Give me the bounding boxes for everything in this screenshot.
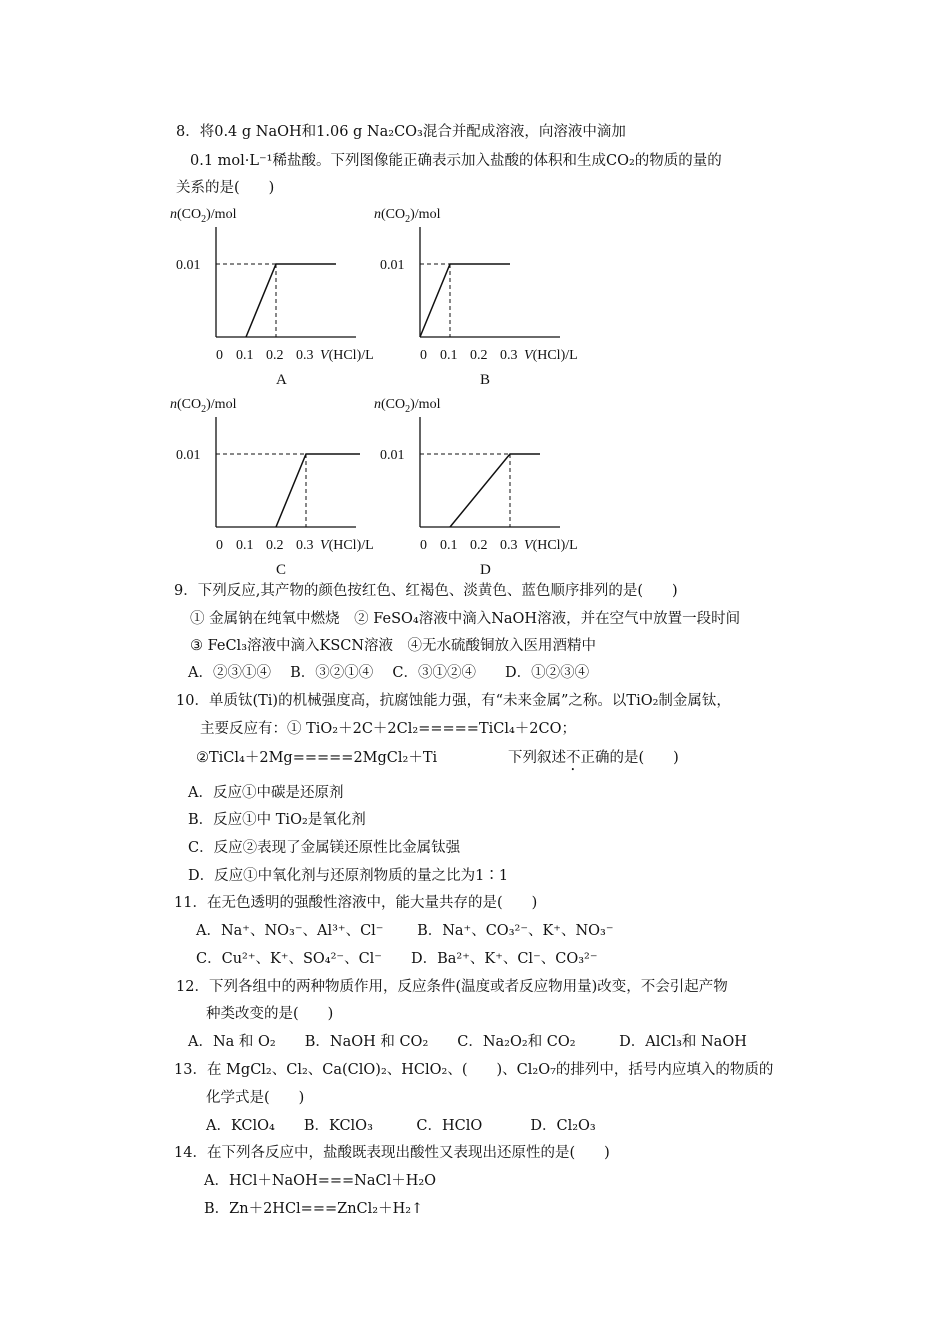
q10-option-d: D．反应①中氧化剂与还原剂物质的量之比为1∶1 <box>188 868 509 884</box>
q9-statement-1: ① 金属钠在纯氧中燃烧 ② FeSO₄溶液中滴入NaOH溶液，并在空气中放置一段时间 <box>190 611 741 627</box>
x-tick-label-d: 0.3 <box>500 538 518 553</box>
x-tick-label-a: 0.3 <box>296 348 314 363</box>
x-tick-label-b: 0.2 <box>470 348 488 363</box>
q13-options: A．KClO₄ B．KClO₃ C．HClO D．Cl₂O₃ <box>206 1118 596 1134</box>
q9-options: A．②③①④ B．③②①④ C．③①②④ D．①②③④ <box>188 665 590 681</box>
x-axis-label-c: V(HCl)/L <box>320 538 374 553</box>
x-tick-label-a: 0 <box>216 348 223 363</box>
chart-label-b: B <box>480 372 491 388</box>
x-tick-label-c: 0.3 <box>296 538 314 553</box>
q10-question-emphasis: 不 <box>566 750 581 766</box>
q10-option-c: C．反应②表现了金属镁还原性比金属钛强 <box>188 840 461 856</box>
q12-stem-2: 种类改变的是( ) <box>206 1006 334 1022</box>
chart-label-d: D <box>480 562 491 578</box>
x-tick-label-c: 0 <box>216 538 223 553</box>
q8-line3: 关系的是( ) <box>176 180 275 196</box>
x-tick-label-c: 0.2 <box>266 538 284 553</box>
chart-label-c: C <box>276 562 287 578</box>
q10-question <box>508 748 679 774</box>
q13-stem-1: 13．在 MgCl₂、Cl₂、Ca(ClO)₂、HClO₂、( )、Cl₂O₇的排列中，括号内应填入的物质的 <box>174 1062 774 1078</box>
q10-equation-2: ②TiCl₄＋2Mg=====2MgCl₂＋Ti <box>196 750 438 766</box>
x-tick-label-b: 0.1 <box>440 348 458 363</box>
x-tick-label-d: 0.1 <box>440 538 458 553</box>
q12-options: A．Na 和 O₂ B．NaOH 和 CO₂ C．Na₂O₂和 CO₂ D．AlCl₃和 NaOH <box>188 1034 747 1050</box>
x-tick-label-d: 0.2 <box>470 538 488 553</box>
x-axis-label-b: V(HCl)/L <box>524 348 578 363</box>
x-tick-label-c: 0.1 <box>236 538 254 553</box>
q10-question-pre: 下列叙述 <box>508 750 566 766</box>
x-tick-label-b: 0 <box>420 348 427 363</box>
q9-statement-2: ③ FeCl₃溶液中滴入KSCN溶液 ④无水硫酸铜放入医用酒精中 <box>190 638 597 654</box>
x-tick-label-d: 0 <box>420 538 427 553</box>
q10-question-post: 正确的是( ) <box>580 750 679 766</box>
q10-equation-1: 主要反应有：① TiO₂＋2C＋2Cl₂=====TiCl₄＋2CO； <box>200 721 577 737</box>
y-tick-label-d: 0.01 <box>380 448 405 463</box>
y-tick-label-b: 0.01 <box>380 258 405 273</box>
y-axis-label-d: $n(CO_2)$/mol <box>374 397 441 415</box>
x-axis-label-a: V(HCl)/L <box>320 348 374 363</box>
q11-options-cd: C．Cu²⁺、K⁺、SO₄²⁻、Cl⁻ D．Ba²⁺、K⁺、Cl⁻、CO₃²⁻ <box>196 951 598 967</box>
q14-option-b: B．Zn＋2HCl===ZnCl₂＋H₂↑ <box>204 1201 424 1217</box>
series-line-d <box>450 454 540 527</box>
q8-line2: 0.1 mol·L⁻¹稀盐酸。下列图像能正确表示加入盐酸的体积和生成CO₂的物质的量的 <box>190 153 722 169</box>
q14-option-a: A．HCl＋NaOH===NaCl＋H₂O <box>204 1173 437 1189</box>
x-tick-label-b: 0.3 <box>500 348 518 363</box>
q10-option-a: A．反应①中碳是还原剂 <box>188 785 344 801</box>
y-axis-label-a: $n(CO_2)$/mol <box>170 207 237 225</box>
chart-label-a: A <box>276 372 287 388</box>
y-tick-label-c: 0.01 <box>176 448 201 463</box>
q9-stem: 9．下列反应,其产物的颜色按红色、红褐色、淡黄色、蓝色顺序排列的是( ) <box>174 583 678 599</box>
q12-stem-1: 12．下列各组中的两种物质作用，反应条件(温度或者反应物用量)改变，不会引起产物 <box>176 979 728 995</box>
q10-option-b: B．反应①中 TiO₂是氧化剂 <box>188 812 366 828</box>
q11-options-ab: A．Na⁺、NO₃⁻、Al³⁺、Cl⁻ B．Na⁺、CO₃²⁻、K⁺、NO₃⁻ <box>196 923 614 939</box>
y-axis-label-b: $n(CO_2)$/mol <box>374 207 441 225</box>
x-tick-label-a: 0.1 <box>236 348 254 363</box>
q8-line1: 8．将0.4 g NaOH和1.06 g Na₂CO₃混合并配成溶液，向溶液中滴加 <box>176 124 626 140</box>
q10-stem: 10．单质钛(Ti)的机械强度高，抗腐蚀能力强，有“未来金属”之称。以TiO₂制金属钛， <box>176 693 731 709</box>
y-axis-label-c: $n(CO_2)$/mol <box>170 397 237 415</box>
q14-stem: 14．在下列各反应中，盐酸既表现出酸性又表现出还原性的是( ) <box>174 1145 610 1161</box>
x-axis-label-d: V(HCl)/L <box>524 538 578 553</box>
q11-stem: 11．在无色透明的强酸性溶液中，能大量共存的是( ) <box>174 895 538 911</box>
q13-stem-2: 化学式是( ) <box>206 1090 305 1106</box>
x-tick-label-a: 0.2 <box>266 348 284 363</box>
y-tick-label-a: 0.01 <box>176 258 201 273</box>
